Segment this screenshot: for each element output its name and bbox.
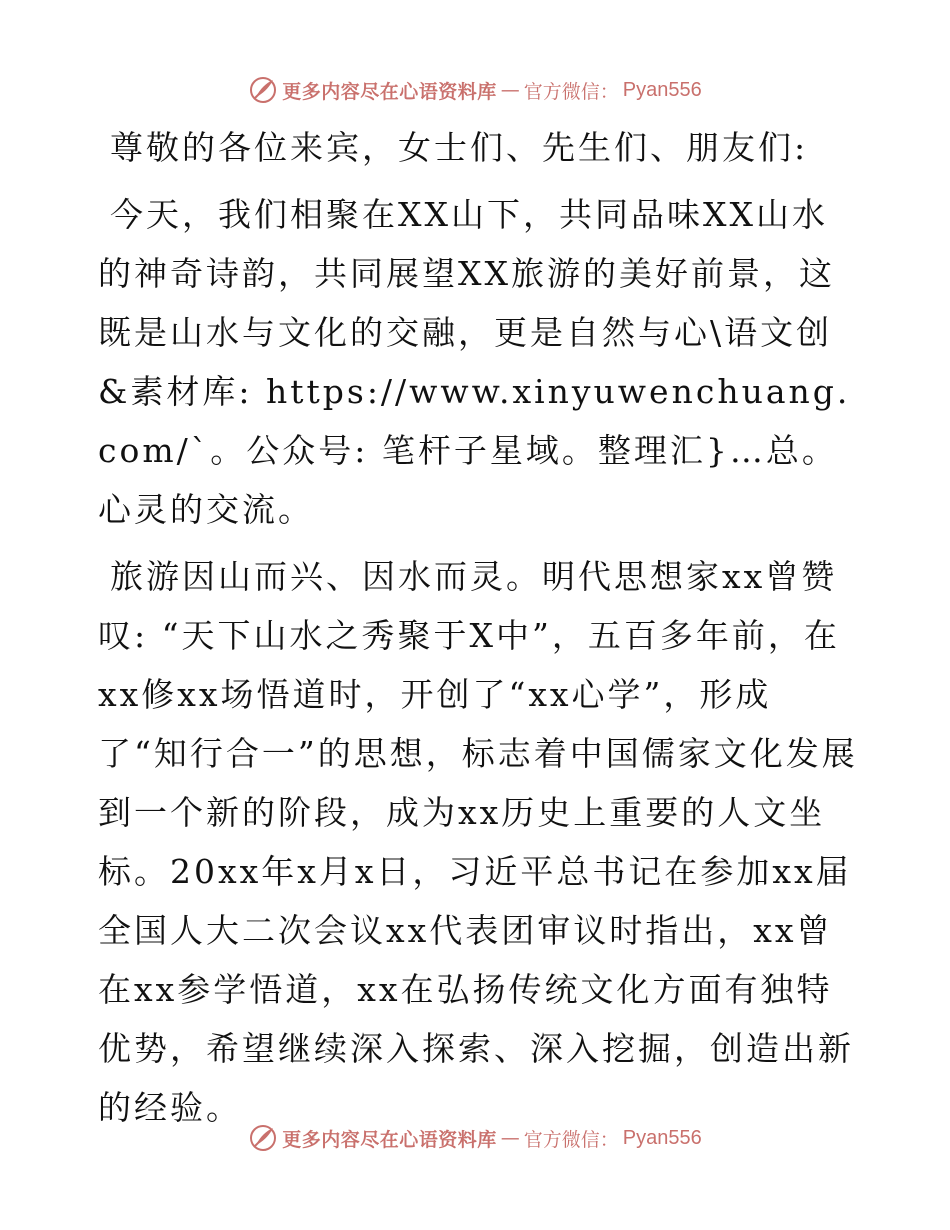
paragraph-salutation: 尊敬的各位来宾，女士们、先生们、朋友们:: [110, 128, 809, 167]
footer-watermark: [0, 1120, 950, 1156]
watermark-separator: —: [500, 1127, 520, 1149]
quill-logo-icon: [248, 1123, 278, 1153]
watermark-contact-id: Pyan556: [622, 78, 702, 101]
document-body: [98, 118, 858, 1137]
watermark-contact-label: 官方微信：: [523, 80, 619, 103]
paragraph-opening: 今天，我们相聚在XX山下，共同品味XX山水的神奇诗韵，共同展望XX旅游的美好前景，这既是山水与文化的交融，更是自然与心\语文创&素材库: https://www.xinyuwenchuang.com/`。公众号: 笔杆子星域。整理汇}…总。心灵的交流。: [98, 195, 851, 529]
watermark-text: 更多内容尽在心语资料库: [282, 1128, 497, 1151]
header-watermark: [0, 72, 950, 108]
paragraph-history: 旅游因山而兴、因水而灵。明代思想家xx曾赞叹: “天下山水之秀聚于X中”，五百多年前，在xx修xx场悟道时，开创了“xx心学”，形成了“知行合一”的思想，标志着中国儒家文化发展到一个新的阶段，成为xx历史上重要的人文坐标。20xx年x月x日，习近平总书记在参加xx届全国人大二次会议xx代表团审议时指出，xx曾在xx参学悟道，xx在弘扬传统文化方面有独特优势，希望继续深入探索、深入挖掘，创造出新的经验。: [98, 557, 858, 1127]
watermark-group: [248, 75, 702, 105]
watermark-contact-label: 官方微信：: [523, 1128, 619, 1151]
quill-logo-icon: [248, 75, 278, 105]
watermark-contact-id: Pyan556: [622, 1126, 702, 1149]
watermark-text: 更多内容尽在心语资料库: [282, 80, 497, 103]
watermark-group: [248, 1123, 702, 1153]
watermark-separator: —: [500, 79, 520, 101]
